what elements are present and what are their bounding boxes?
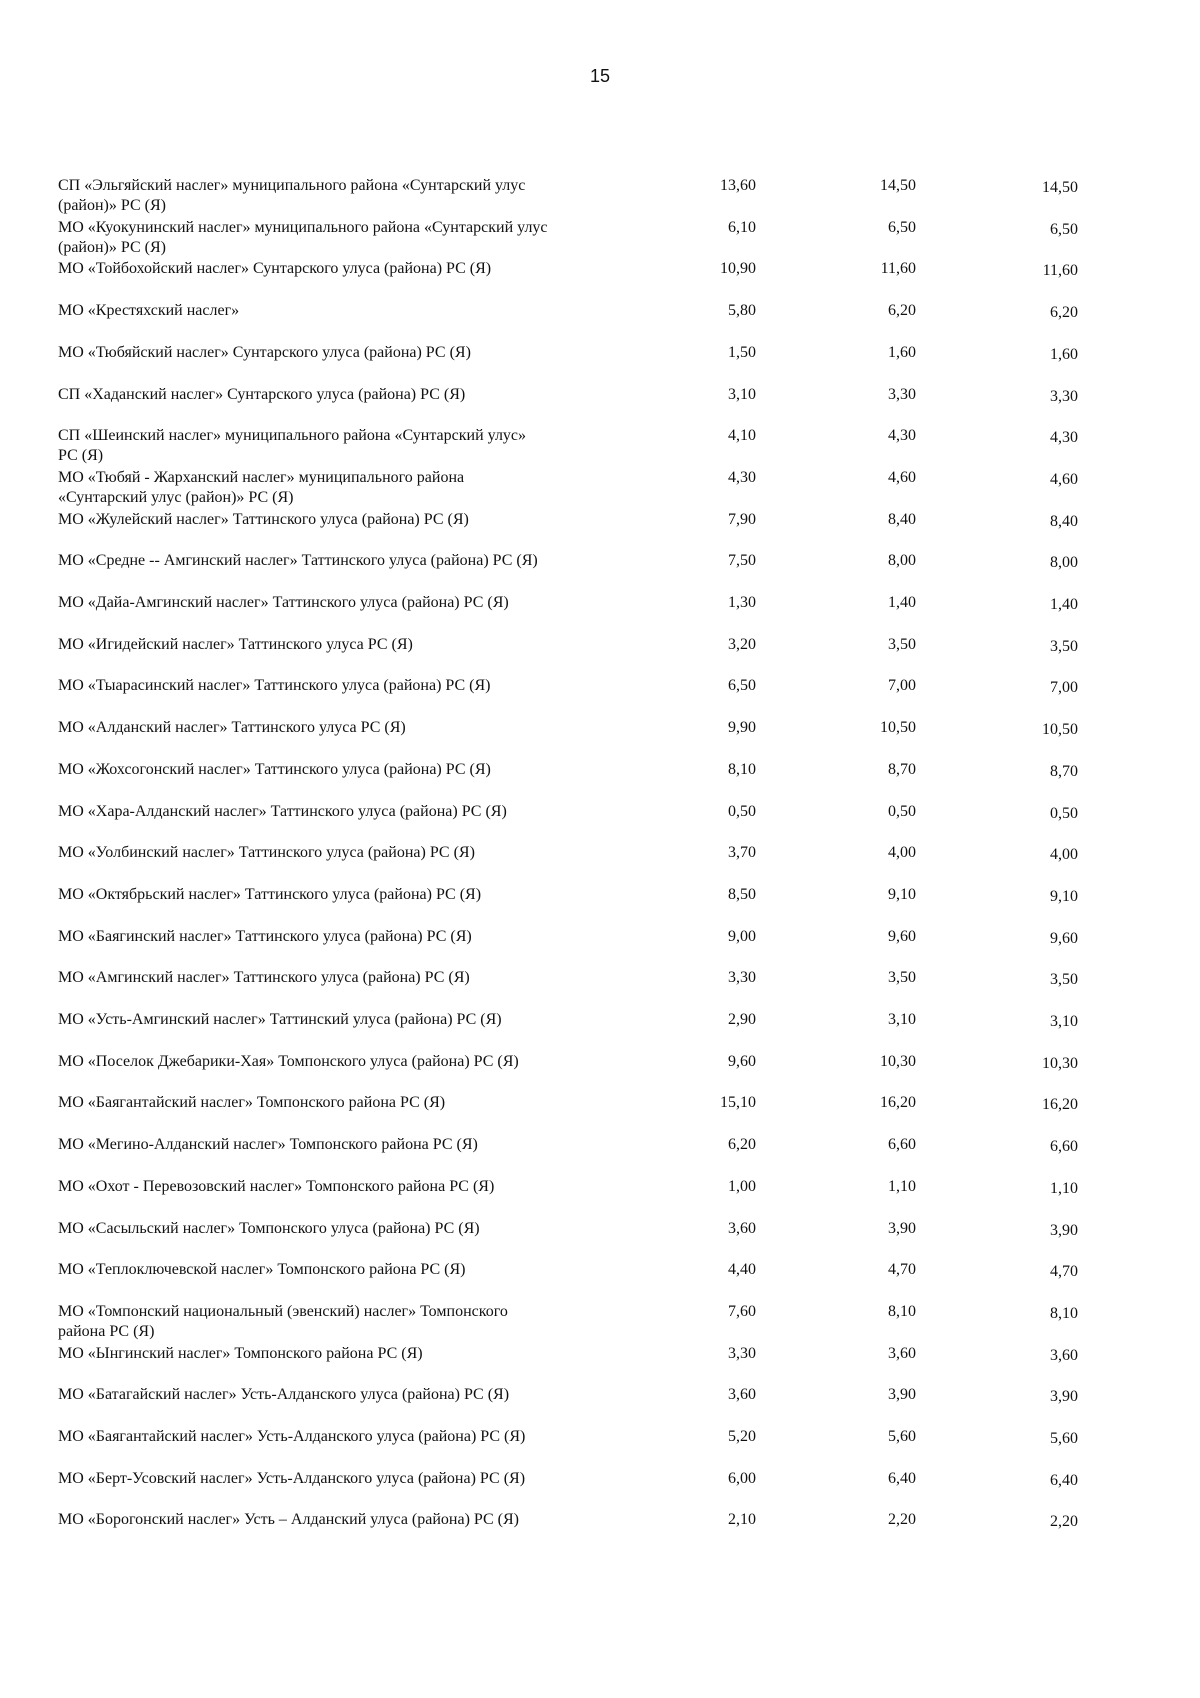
municipality-name: МО «Баягинский наслег» Таттинского улуса (района) РС (Я) [58, 927, 472, 945]
value-v3: 4,30 [1050, 429, 1078, 447]
table-row [58, 1427, 1078, 1467]
value-v3: 5,60 [1050, 1430, 1078, 1447]
value-v2: 3,30 [888, 385, 916, 403]
value-v1: 6,50 [728, 677, 756, 695]
value-v2: 3,10 [888, 1011, 916, 1028]
value-v1: 8,50 [728, 885, 756, 903]
value-v2: 4,60 [888, 468, 916, 486]
value-v3: 3,90 [1050, 1388, 1078, 1406]
table-row [58, 551, 1078, 591]
value-v2: 1,10 [888, 1177, 916, 1195]
value-v3: 3,50 [1050, 637, 1078, 655]
municipality-name: МО «Хара-Алданский наслег» Таттинского улуса (района) РС (Я) [58, 802, 507, 820]
value-v3: 14,50 [1042, 179, 1078, 196]
value-v3: 10,50 [1042, 721, 1078, 739]
value-v2: 3,50 [888, 635, 916, 653]
table-row [58, 802, 1078, 842]
municipality-name: МО «Жохсогонский наслег» Таттинского улуса (района) РС (Я) [58, 760, 491, 778]
table-row [58, 218, 1078, 258]
table-row [58, 510, 1078, 550]
table-row [58, 1385, 1078, 1425]
value-v2: 8,40 [888, 510, 916, 528]
value-v1: 3,60 [728, 1219, 756, 1237]
value-v2: 3,90 [888, 1386, 916, 1404]
value-v3: 7,00 [1050, 679, 1078, 697]
value-v2: 6,50 [888, 218, 916, 236]
municipality-name: МО «Сасыльский наслег» Томпонского улуса (района) РС (Я) [58, 1219, 480, 1237]
value-v2: 10,50 [880, 719, 916, 737]
value-v2: 6,60 [888, 1136, 916, 1154]
municipality-name: МО «Баягантайский наслег» Усть-Алданского улуса (района) РС (Я) [58, 1428, 526, 1445]
value-v3: 4,70 [1050, 1263, 1078, 1281]
value-v2: 10,30 [880, 1052, 916, 1070]
municipality-name: МО «Средне -- Амгинский наслег» Таттинского улуса (района) РС (Я) [58, 552, 538, 570]
value-v3: 1,10 [1050, 1179, 1078, 1197]
value-v1: 3,20 [728, 635, 756, 653]
value-v3: 10,30 [1042, 1054, 1078, 1072]
municipality-name: МО «Тюбяй - Жарханский наслег» муниципального района «Сунтарский улус (район)» РС (Я) [58, 468, 465, 506]
value-v2: 3,50 [888, 969, 916, 987]
value-v2: 1,40 [888, 594, 916, 611]
municipality-name: МО «Ынгинский наслег» Томпонского района РС (Я) [58, 1344, 423, 1362]
value-v3: 16,20 [1042, 1096, 1078, 1114]
value-v1: 1,00 [728, 1177, 756, 1195]
value-v1: 9,90 [728, 719, 756, 737]
value-v3: 8,70 [1050, 762, 1078, 780]
value-v2: 8,00 [888, 552, 916, 570]
municipality-name: МО «Октябрьский наслег» Таттинского улуса (района) РС (Я) [58, 885, 482, 903]
value-v2: 8,10 [888, 1302, 916, 1320]
value-v2: 2,20 [888, 1511, 916, 1529]
value-v3: 3,50 [1050, 971, 1078, 989]
value-v1: 7,60 [728, 1302, 756, 1320]
value-v3: 0,50 [1050, 804, 1078, 822]
value-v1: 3,30 [728, 1344, 756, 1362]
table-row [58, 1052, 1078, 1092]
municipality-name: МО «Батагайский наслег» Усть-Алданского улуса (района) РС (Я) [58, 1386, 510, 1404]
table-row [58, 760, 1078, 800]
table-row [58, 1010, 1078, 1050]
value-v3: 8,10 [1050, 1304, 1078, 1322]
value-v2: 9,10 [888, 885, 916, 903]
table-row [58, 1219, 1078, 1259]
municipality-name: МО «Берт-Усовский наслег» Усть-Алданского улуса (района) РС (Я) [58, 1469, 526, 1487]
table-row [58, 718, 1078, 758]
value-v2: 5,60 [888, 1428, 916, 1445]
value-v1: 6,10 [728, 218, 756, 236]
value-v1: 6,00 [728, 1469, 756, 1487]
table-row [58, 1302, 1078, 1342]
value-v1: 15,10 [720, 1094, 756, 1112]
table-row [58, 1344, 1078, 1384]
value-v2: 8,70 [888, 760, 916, 778]
table-row [58, 176, 1078, 216]
value-v1: 1,30 [728, 594, 756, 611]
value-v3: 4,60 [1050, 470, 1078, 488]
table-row [58, 676, 1078, 716]
value-v3: 3,10 [1050, 1013, 1078, 1030]
value-v3: 3,90 [1050, 1221, 1078, 1239]
municipality-name: МО «Баягантайский наслег» Томпонского района РС (Я) [58, 1094, 446, 1112]
value-v3: 8,00 [1050, 554, 1078, 572]
table-row [58, 343, 1078, 383]
table-row [58, 301, 1078, 341]
value-v2: 16,20 [880, 1094, 916, 1112]
municipality-name: МО «Крестяхский наслег» [58, 302, 240, 320]
value-v2: 9,60 [888, 927, 916, 945]
municipality-name: МО «Тыарасинский наслег» Таттинского улуса (района) РС (Я) [58, 677, 491, 695]
municipality-name: МО «Борогонский наслег» Усть – Алданский улуса (района) РС (Я) [58, 1511, 520, 1529]
value-v1: 9,60 [728, 1052, 756, 1070]
value-v3: 9,10 [1050, 887, 1078, 905]
page-number: 15 [589, 66, 611, 86]
value-v1: 5,80 [728, 302, 756, 320]
value-v1: 3,70 [728, 844, 756, 862]
value-v1: 3,30 [728, 969, 756, 987]
value-v1: 10,90 [720, 260, 756, 278]
table-row [58, 593, 1078, 633]
value-v2: 3,60 [888, 1344, 916, 1362]
value-v1: 8,10 [728, 760, 756, 778]
municipality-name: МО «Дайа-Амгинский наслег» Таттинского улуса (района) РС (Я) [58, 594, 509, 611]
value-v3: 6,20 [1050, 304, 1078, 322]
value-v1: 9,00 [728, 927, 756, 945]
value-v2: 7,00 [888, 677, 916, 695]
value-v3: 1,60 [1050, 345, 1078, 363]
value-v2: 0,50 [888, 802, 916, 820]
table-row [58, 1093, 1078, 1133]
table-row [58, 385, 1078, 425]
value-v1: 3,60 [728, 1386, 756, 1404]
municipality-name: МО «Алданский наслег» Таттинского улуса РС (Я) [58, 719, 406, 737]
municipality-name: СП «Хаданский наслег» Сунтарского улуса (района) РС (Я) [58, 385, 466, 403]
value-v3: 3,60 [1050, 1346, 1078, 1364]
table-row [58, 885, 1078, 925]
value-v1: 5,20 [728, 1428, 756, 1445]
value-v1: 6,20 [728, 1136, 756, 1154]
table-row [58, 927, 1078, 967]
table-row [58, 1260, 1078, 1300]
municipality-name: МО «Куокунинский наслег» муниципального района «Сунтарский улус (район)» РС (Я) [58, 218, 548, 256]
municipality-name: МО «Тойбохойский наслег» Сунтарского улуса (района) РС (Я) [58, 260, 492, 278]
table-row [58, 1469, 1078, 1509]
value-v2: 11,60 [880, 260, 916, 278]
table-row [58, 1135, 1078, 1175]
value-v2: 6,40 [888, 1469, 916, 1487]
municipality-name: МО «Охот - Перевозовский наслег» Томпонского района РС (Я) [58, 1177, 495, 1195]
value-v2: 4,70 [888, 1261, 916, 1279]
municipality-name: МО «Жулейский наслег» Таттинского улуса (района) РС (Я) [58, 510, 469, 528]
value-v2: 14,50 [880, 177, 916, 194]
value-v2: 4,30 [888, 427, 916, 445]
value-v3: 11,60 [1042, 262, 1078, 280]
value-v1: 4,40 [728, 1261, 756, 1279]
municipality-name: МО «Томпонский национальный (эвенский) наслег» Томпонского района РС (Я) [58, 1302, 508, 1340]
municipality-name: СП «Шеинский наслег» муниципального района «Сунтарский улус» РС (Я) [58, 427, 527, 465]
value-v3: 6,50 [1050, 220, 1078, 238]
table-row [58, 635, 1078, 675]
table-row [58, 843, 1078, 883]
value-v2: 4,00 [888, 844, 916, 862]
value-v1: 7,90 [728, 510, 756, 528]
municipality-name: МО «Мегино-Алданский наслег» Томпонского района РС (Я) [58, 1136, 478, 1154]
value-v3: 9,60 [1050, 929, 1078, 947]
table-row [58, 426, 1078, 466]
value-v1: 4,10 [728, 427, 756, 445]
value-v3: 8,40 [1050, 512, 1078, 530]
value-v1: 4,30 [728, 468, 756, 486]
value-v3: 2,20 [1050, 1513, 1078, 1531]
value-v3: 4,00 [1050, 846, 1078, 864]
municipality-name: СП «Эльгяйский наслег» муниципального района «Сунтарский улус (район)» РС (Я) [58, 177, 526, 214]
value-v3: 1,40 [1050, 596, 1078, 613]
municipality-name: МО «Амгинский наслег» Таттинского улуса (района) РС (Я) [58, 969, 470, 987]
municipality-name: МО «Поселок Джебарики-Хая» Томпонского улуса (района) РС (Я) [58, 1052, 519, 1070]
value-v2: 1,60 [888, 343, 916, 361]
value-v1: 7,50 [728, 552, 756, 570]
value-v1: 2,10 [728, 1511, 756, 1529]
table-row [58, 259, 1078, 299]
municipality-name: МО «Тюбяйский наслег» Сунтарского улуса (района) РС (Я) [58, 343, 471, 361]
table-row [58, 1510, 1078, 1550]
value-v2: 6,20 [888, 302, 916, 320]
municipality-name: МО «Усть-Амгинский наслег» Таттинский улуса (района) РС (Я) [58, 1011, 502, 1028]
municipality-name: МО «Уолбинский наслег» Таттинского улуса (района) РС (Я) [58, 844, 475, 862]
value-v1: 3,10 [728, 385, 756, 403]
value-v1: 13,60 [720, 177, 756, 194]
value-v3: 3,30 [1050, 387, 1078, 405]
table-row [58, 468, 1078, 508]
municipality-name: МО «Игидейский наслег» Таттинского улуса РС (Я) [58, 635, 413, 653]
value-v2: 3,90 [888, 1219, 916, 1237]
value-v3: 6,40 [1050, 1471, 1078, 1489]
table-row [58, 968, 1078, 1008]
municipality-name: МО «Теплоключевской наслег» Томпонского района РС (Я) [58, 1261, 466, 1279]
table-row [58, 1177, 1078, 1217]
value-v1: 1,50 [728, 343, 756, 361]
value-v1: 0,50 [728, 802, 756, 820]
value-v1: 2,90 [728, 1011, 756, 1028]
value-v3: 6,60 [1050, 1138, 1078, 1156]
